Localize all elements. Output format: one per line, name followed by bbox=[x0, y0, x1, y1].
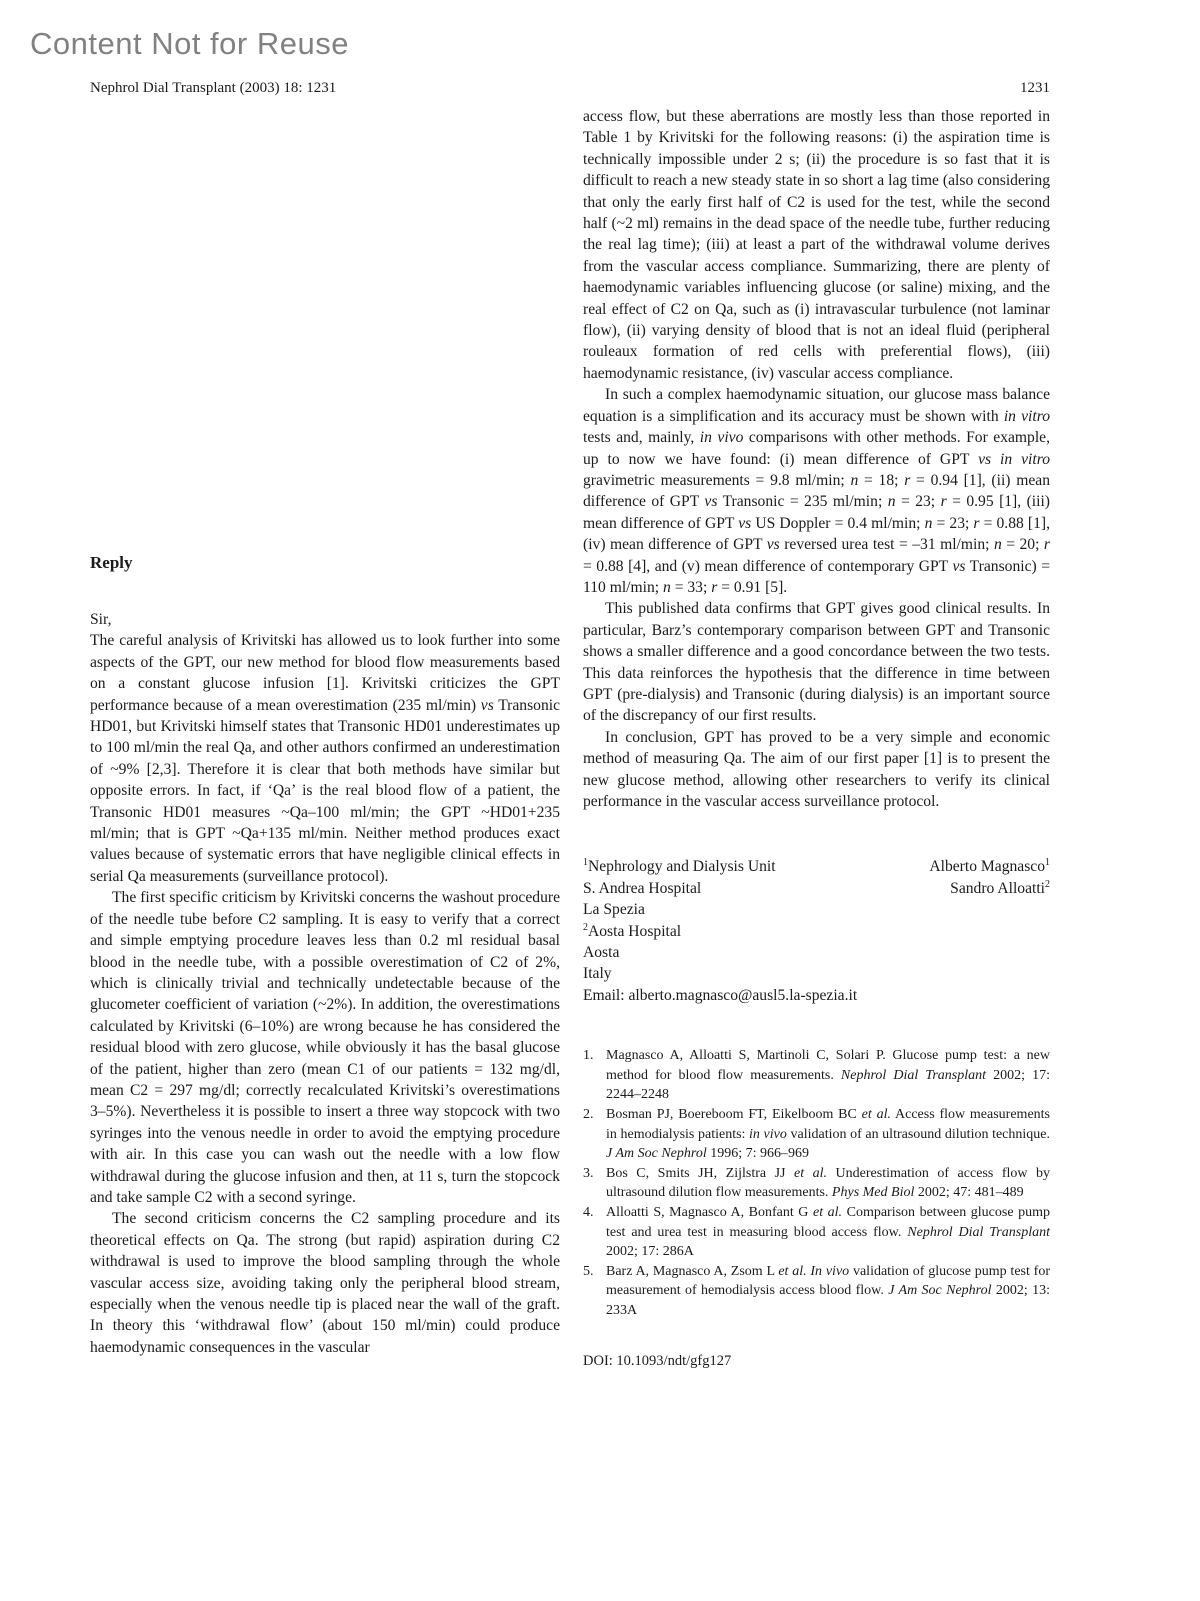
reference-number: 2. bbox=[583, 1107, 594, 1123]
affiliation-row bbox=[583, 942, 1050, 963]
page-header bbox=[90, 80, 1050, 97]
doi-line: DOI: 10.1093/ndt/gfg127 bbox=[583, 1352, 732, 1369]
reference-number: 3. bbox=[583, 1165, 594, 1181]
affiliation-row bbox=[583, 899, 1050, 920]
author-name: Alberto Magnasco$^1$ bbox=[929, 857, 1050, 876]
paragraph-6: This published data confirms that GPT gives good clinical results. In particular, Barz’s contemporary comparison between GPT and Transonic shows a smaller difference and a good concordance between the two tests. This data reinforces the hypothesis that the difference in time between GPT (pre-dialysis) and Transonic (during dialysis) is an important source of the discrepancy of our first results. bbox=[583, 600, 1050, 725]
reference-text: Barz A, Magnasco A, Zsom L et al. In vivo validation of glucose pump test for measurement of hemodialysis access blood flow. J Am Soc Nephrol 2002; 13: 233A bbox=[606, 1263, 1050, 1318]
reference-text: Alloatti S, Magnasco A, Bonfant G et al. Comparison between glucose pump test and urea test in measuring blood access flow. Nephrol Dial Transplant 2002; 17: 286A bbox=[606, 1205, 1051, 1260]
author-name: Sandro Alloatti$^2$ bbox=[950, 878, 1050, 897]
reference-item bbox=[583, 1105, 1050, 1164]
left-column bbox=[90, 553, 560, 1358]
journal-citation: Nephrol Dial Transplant (2003) 18: 1231 bbox=[90, 80, 337, 96]
reference-number: 4. bbox=[583, 1205, 594, 1220]
reference-item bbox=[583, 1262, 1050, 1321]
reference-number: 5. bbox=[583, 1263, 594, 1279]
affiliation-row bbox=[583, 856, 1050, 877]
page-number: 1231 bbox=[1020, 80, 1050, 96]
paragraph-3: The second criticism concerns the C2 sampling procedure and its theoretical effects on Qa. The strong (but rapid) aspiration during C2 withdrawal is used to improve the blood sampling through the whole vascular access size, avoiding taking only the peripheral blood stream, especially when the venous needle tip is placed near the wall of the graft. In theory this ‘withdrawal flow’ (about 150 ml/min) could produce haemodynamic consequences in the vascular bbox=[90, 1210, 560, 1356]
reference-item bbox=[583, 1164, 1050, 1203]
affiliation-block bbox=[583, 856, 1050, 1006]
affiliation-text: Aosta bbox=[583, 944, 620, 962]
reference-item bbox=[583, 1203, 1050, 1262]
affiliation-row bbox=[583, 878, 1050, 899]
affiliation-row bbox=[583, 921, 1050, 942]
affiliation-row-email bbox=[583, 985, 1050, 1006]
reference-text: Bosman PJ, Boereboom FT, Eikelboom BC et al. Access flow measurements in hemodialysis patients: in vivo validation of an ultrasound dilution technique. J Am Soc Nephrol 1996; 7: 966–969 bbox=[606, 1107, 1050, 1162]
reference-item bbox=[583, 1046, 1050, 1105]
affiliation-text: S. Andrea Hospital bbox=[583, 879, 702, 897]
affiliation-text: Italy bbox=[583, 965, 612, 983]
paragraph-7: In conclusion, GPT has proved to be a very simple and economic method of measuring Qa. The aim of our first paper [1] is to present the new glucose method, allowing other researchers to verify its clinical performance in the vascular access surveillance protocol. bbox=[583, 728, 1050, 810]
paragraph-1: The careful analysis of Krivitski has allowed us to look further into some aspects of the GPT, our new method for blood flow measurements based on a constant glucose infusion [1]. Krivitski criticizes the GPT performance because of a mean overestimation (235 ml/min) vs Transonic HD01, but Krivitski himself states that Transonic HD01 underestimates up to 100 ml/min the real Qa, and other authors confirmed an underestimation of ~9% [2,3]. Therefore it is clear that both methods have similar but opposite errors. In fact, if ‘Qa’ is the real blood flow of a patient, the Transonic HD01 measures ~Qa–100 ml/min; the GPT ~HD01+235 ml/min; that is GPT ~Qa+135 ml/min. Neither method produces exact values because of systematic errors that have negligible clinical effects in serial Qa measurements (surveillance protocol). bbox=[90, 632, 561, 885]
reference-text: Bos C, Smits JH, Zijlstra JJ et al. Underestimation of access flow by ultrasound dilution flow measurements. Phys Med Biol 2002; 47: 481–489 bbox=[606, 1165, 1050, 1201]
affiliation-text: $^1$Nephrology and Dialysis Unit bbox=[583, 857, 776, 876]
reference-number: 1. bbox=[583, 1048, 594, 1064]
paragraph-5: In such a complex haemodynamic situation, our glucose mass balance equation is a simplification and its accuracy must be shown with in vitro tests and, mainly, in vivo comparisons with other methods. For example, up to now we have found: (i) mean difference of GPT vs in vitro gravimetric measurements = 9.8 ml/min; n = 18; r = 0.94 [1], (ii) mean difference of GPT vs Transonic = 235 ml/min; n = 23; r = 0.95 [1], (iii) mean difference of GPT vs US Doppler = 0.4 ml/min; n = 23; r = 0.88 [1], (iv) mean difference of GPT vs reversed urea test = –31 ml/min; n = 20; r = 0.88 [4], and (v) mean difference of contemporary GPT vs Transonic) = 110 ml/min; n = 33; r = 0.91 [5]. bbox=[583, 386, 1051, 596]
affiliation-text: La Spezia bbox=[583, 901, 645, 919]
reference-list bbox=[583, 1046, 1050, 1320]
email-text: Email: alberto.magnasco@ausl5.la-spezia.it bbox=[583, 986, 858, 1004]
affiliation-row bbox=[583, 963, 1050, 984]
paragraph-4: access flow, but these aberrations are mostly less than those reported in Table 1 by Krivitski for the following reasons: (i) the aspiration time is technically impossible under 2 s; (ii) the procedure is so fast that it is difficult to reach a new steady state in so short a lag time (also considering that only the early first half of C2 is used for the test, while the second half (~2 ml) remains in the dead space of the needle tube, further reducing the real lag time); (iii) at least a part of the withdrawal volume derives from the vascular access compliance. Summarizing, there are plenty of haemodynamic variables influencing glucose (or saline) mixing, and the real effect of C2 on Qa, such as (i) intravascular turbulence (not laminar flow), (ii) varying density of blood that is not an ideal fluid (peripheral rouleaux formation of red cells with preferential flows), (iii) haemodynamic resistance, (iv) vascular access compliance. bbox=[583, 108, 1050, 382]
section-heading-reply: Reply bbox=[90, 553, 133, 572]
salutation: Sir, bbox=[90, 611, 112, 628]
paragraph-2: The first specific criticism by Krivitski concerns the washout procedure of the needle tube before C2 sampling. It is easy to verify that a correct and simple emptying procedure leaves less than 0.2 ml residual basal blood in the needle tube, with a possible overestimation of C2 of 2%, which is clinically trivial and technically undetectable because of the glucometer coefficient of variation (~2%). In addition, the overestimations calculated by Krivitski (6–10%) are wrong because he has considered the residual blood with zero glucose, while obviously it has the basal glucose of the patient, higher than zero (mean C1 of our patients = 132 mg/dl, mean C2 = 297 mg/dl; correctly recalculated Krivitski’s overestimations 3–5%). Nevertheless it is possible to insert a three way stopcock with two syringes into the venous needle in order to avoid the emptying procedure with air. In this case you can wash out the needle with a low flow withdrawal during the glucose infusion and then, at 11 s, turn the stopcock and take sample C2 with a second syringe. bbox=[90, 889, 560, 1206]
watermark-text: Content Not for Reuse bbox=[30, 26, 349, 61]
reference-text: Magnasco A, Alloatti S, Martinoli C, Solari P. Glucose pump test: a new method for blood flow measurements. Nephrol Dial Transplant 2002; 17: 2244–2248 bbox=[606, 1048, 1051, 1103]
affiliation-text: $^2$Aosta Hospital bbox=[583, 921, 682, 940]
right-column bbox=[583, 106, 1050, 1370]
